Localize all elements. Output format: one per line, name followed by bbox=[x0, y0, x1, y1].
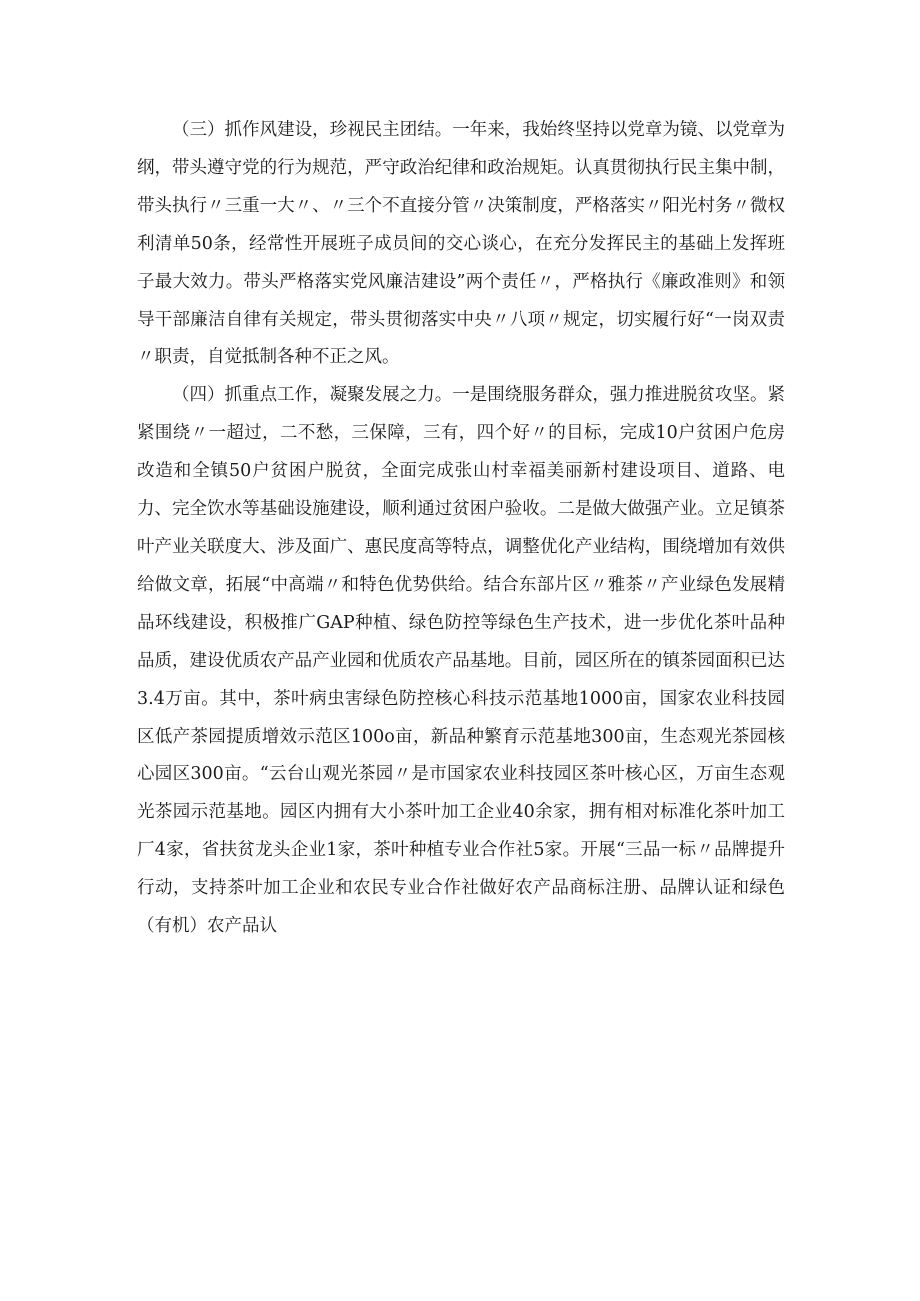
paragraph-work-style: （三）抓作风建设，珍视民主团结。一年来，我始终坚持以党章为镜、以党章为纲，带头遵守党的行为规范，严守政治纪律和政治规矩。认真贯彻执行民主集中制，带头执行〃三重一大〃、〃三个不直接分管〃决策制度，严格落实〃阳光村务〃微权利清单50条，经常性开展班子成员间的交心谈心，在充分发挥民主的基础上发挥班子最大效力。带头严格落实党风廉洁建设”两个责任〃，严格执行《廉政准则》和领导干部廉洁自律有关规定，带头贯彻落实中央〃八项〃规定，切实履行好“一岗双责〃职责，自觉抵制各种不正之风。 bbox=[137, 120, 785, 368]
paragraph-key-work: （四）抓重点工作，凝聚发展之力。一是围绕服务群众，强力推进脱贫攻坚。紧紧围绕〃一超过，二不愁，三保障，三有，四个好〃的目标，完成10户贫困户危房改造和全镇50户贫困户脱贫，全面完成张山村幸福美丽新村建设项目、道路、电力、完全饮水等基础设施建设，顺利通过贫困户验收。二是做大做强产业。立足镇茶叶产业关联度大、涉及面广、惠民度高等特点，调整优化产业结构，围绕增加有效供给做文章，拓展“中高端〃和特色优势供给。结合东部片区〃雅茶〃产业绿色发展精品环线建设，积极推广GAP种植、绿色防控等绿色生产技术，进一步优化茶叶品种品质，建设优质农产品产业园和优质农产品基地。目前，园区所在的镇茶园面积已达3.4万亩。其中，茶叶病虫害绿色防控核心科技示范基地1000亩，国家农业科技园区低产茶园提质增效示范区100o亩，新品种繁育示范基地300亩，生态观光茶园核心园区300亩。“云台山观光茶园〃是市国家农业科技园区茶叶核心区，万亩生态观光茶园示范基地。园区内拥有大小茶叶加工企业40余家，拥有相对标准化茶叶加工厂4家，省扶贫龙头企业1家，茶叶种植专业合作社5家。开展“三品一标〃品牌提升行动，支持茶叶加工企业和农民专业合作社做好农产品商标注册、品牌认证和绿色（有机）农产品认 bbox=[137, 385, 785, 937]
document-body bbox=[137, 112, 785, 946]
